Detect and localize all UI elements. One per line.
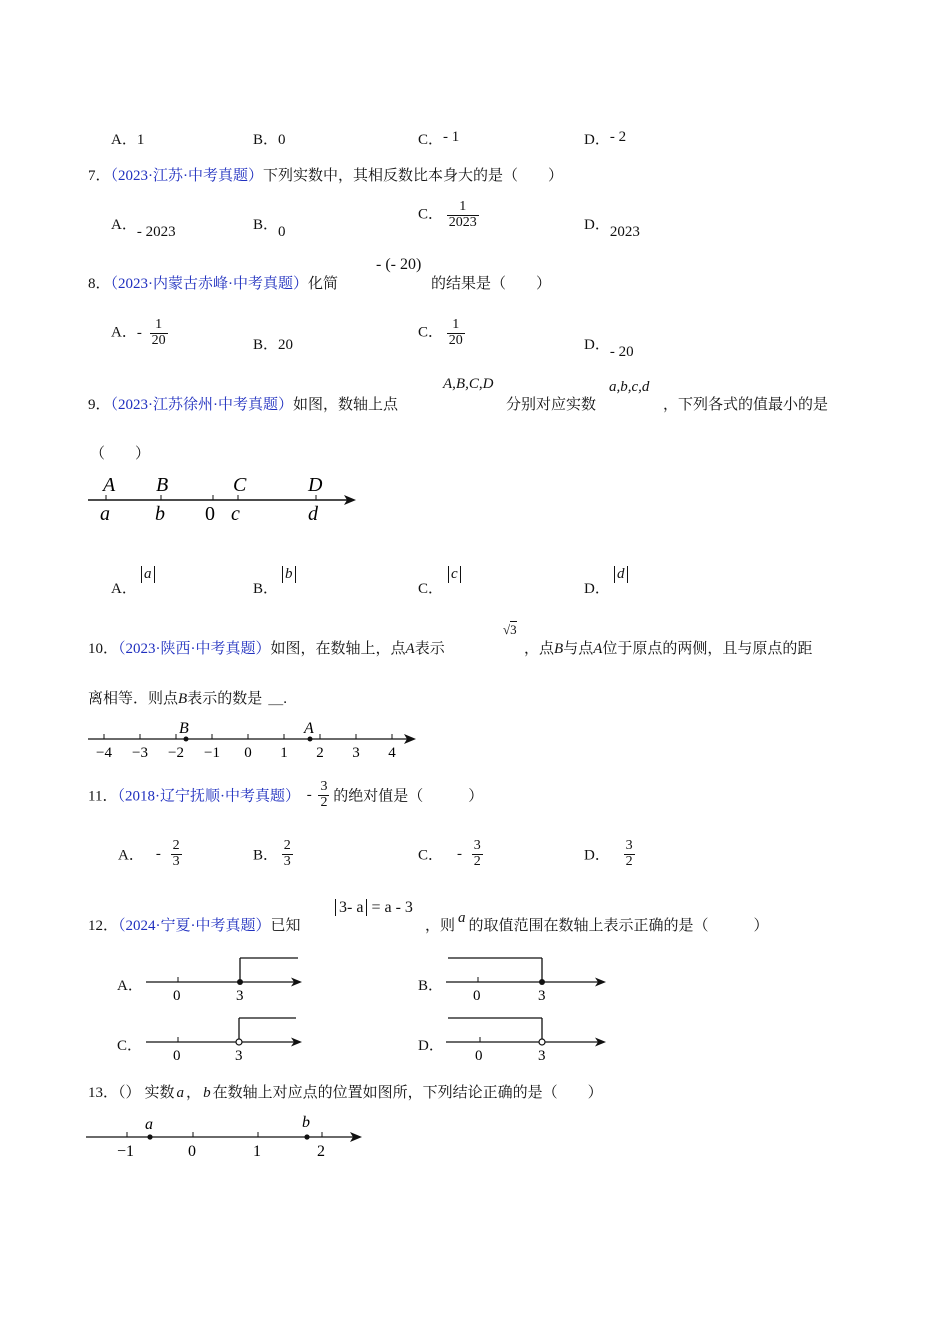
q11-source: （2018·辽宁抚顺·中考真题） [117, 788, 300, 805]
q12-text: 的取值范围在数轴上表示正确的是（ ） [468, 918, 769, 934]
q12-option-c-line [146, 1012, 306, 1064]
q13-var-a: a [176, 1085, 185, 1101]
q11-option-c [418, 839, 483, 869]
q7-d-value: 2023 [609, 224, 640, 240]
q7-option-a [111, 213, 176, 240]
q11-a-denominator: 3 [172, 853, 180, 869]
q9-option-c: C． [418, 581, 444, 597]
q10-tick-label: 2 [316, 745, 324, 761]
q11-d-denominator: 2 [625, 853, 633, 869]
q11-c-denominator: 2 [473, 853, 481, 869]
q10-t4: 与点 [563, 641, 594, 657]
q10-sqrt-sign: √ [503, 622, 511, 637]
q10-mark-b: B [179, 720, 189, 737]
q6-option-c [418, 128, 459, 149]
q8-option-c [418, 318, 465, 348]
q8-d-value: - 20 [609, 344, 634, 360]
q9-label-D: D [308, 474, 323, 496]
q12-a-label-0: 0 [173, 988, 181, 1004]
q7-c-fraction [447, 200, 479, 230]
q10-line2b: 表示的数是 [187, 691, 263, 707]
q13-t2: ， [186, 1085, 202, 1101]
q10-tick-label: −2 [168, 745, 184, 761]
q9-vars: a,b,c,d [609, 379, 650, 395]
q13-t1: 实数 [144, 1085, 175, 1101]
q9-option-c-abs: c [448, 566, 461, 583]
q8-a-sign: - [136, 324, 142, 341]
q9-option-b-abs: b [282, 566, 296, 583]
q10-stem-line1 [88, 637, 445, 658]
q10-tick-label: 0 [244, 745, 252, 761]
q11-numerator: 3 [320, 779, 328, 794]
q12-a-label-3: 3 [236, 988, 244, 1004]
q13-label-neg1: −1 [117, 1143, 135, 1160]
q13-point-b-dot [304, 1134, 309, 1139]
q10-t1: 如图，在数轴上，点 [270, 641, 406, 657]
q8-c-denominator: 20 [448, 332, 463, 348]
q11-c-fraction [472, 839, 483, 869]
q7-option-d [584, 213, 640, 240]
q11-b-label: B． [253, 847, 279, 864]
q10-blank: ＿. [268, 691, 287, 707]
q6-option-d-value: - 2 [609, 129, 627, 145]
q7-b-label: B． [253, 217, 279, 233]
q12-stem-tail [425, 910, 769, 935]
q7-c-numerator: 1 [459, 199, 467, 214]
q11-d-fraction [624, 839, 635, 869]
q7-text: 下列实数中，其相反数比本身大的是（ ） [263, 168, 564, 184]
q10-t5: 位于原点的两侧，且与原点的距 [602, 641, 813, 657]
q12-stem [88, 914, 301, 935]
q12-d-label-3: 3 [538, 1048, 546, 1064]
q12-d-label-0: 0 [475, 1048, 483, 1064]
q7-number: 7． [88, 168, 111, 184]
q12-var: a [458, 910, 466, 926]
q11-option-d [584, 839, 635, 869]
q6-option-d [584, 128, 626, 149]
q9-label-c: c [231, 503, 240, 525]
q7-option-c [418, 200, 479, 230]
q8-number: 8． [88, 276, 111, 292]
q7-source: （2023·江苏·中考真题） [110, 168, 264, 184]
q9-option-a: A． [111, 581, 137, 597]
q8-a-numerator: 1 [155, 317, 163, 332]
q13-t3: 在数轴上对应点的位置如图所，下列结论正确的是（ ） [212, 1085, 603, 1101]
q12-equation [335, 899, 413, 917]
q12-source: （2024·宁夏·中考真题） [118, 918, 271, 934]
q10-t3: ，点 [524, 641, 555, 657]
q12-abs-expr: 3- a [335, 899, 367, 916]
q11-b-denominator: 3 [283, 853, 291, 869]
q6-option-b: B．0 [253, 132, 286, 148]
q9-post: ，下列各式的值最小的是 [663, 397, 829, 413]
q8-text: 的结果是（ ） [431, 276, 552, 292]
q10-tick-label: −3 [132, 745, 148, 761]
q10-tick-label: 4 [388, 745, 396, 761]
q12-b-label-3: 3 [538, 988, 546, 1004]
q10-point-a-dot [308, 737, 313, 742]
q9-label-d: d [308, 503, 318, 525]
q6-option-c-label: C． [418, 132, 444, 148]
q12-option-a-line [146, 952, 306, 1004]
q9-paren: （ ） [90, 446, 151, 462]
q12-option-d-label: D． [418, 1038, 444, 1054]
q8-expression: - (- 20) [376, 256, 422, 273]
q10-tick-label: 1 [280, 745, 288, 761]
q11-a-sign: - [155, 845, 161, 862]
q9-label-C: C [233, 474, 247, 496]
q12-c-label-0: 0 [173, 1048, 181, 1064]
q10-point-b-dot [184, 737, 189, 742]
q12-option-a-label: A． [117, 978, 143, 994]
q11-a-label: A． [118, 847, 144, 864]
q12-mid: ，则 [425, 918, 456, 934]
q10-sqrt [503, 622, 517, 638]
q11-number: 11． [88, 788, 118, 805]
q13-label-0: 0 [188, 1143, 196, 1160]
q10-point-a: A [405, 641, 415, 657]
q8-a-label: A． [111, 324, 137, 341]
q7-a-label: A． [111, 217, 137, 233]
q11-c-sign: - [457, 845, 463, 862]
q8-c-fraction [447, 318, 465, 348]
q12-option-d-line [446, 1012, 610, 1064]
q13-point-a-dot [147, 1134, 152, 1139]
q13-mark-b: b [302, 1114, 310, 1131]
q12-a-solid-dot [237, 979, 243, 985]
q11-b-numerator: 2 [283, 838, 291, 853]
q11-option-a [118, 839, 182, 869]
q11-option-b [253, 839, 293, 869]
q8-stem [88, 272, 338, 293]
q12-d-hollow-dot [539, 1039, 545, 1045]
q11-a-numerator: 2 [172, 838, 180, 853]
q8-option-d [584, 333, 634, 360]
q9-label-A: A [103, 474, 116, 496]
q13-paren: （） [118, 1085, 141, 1101]
q12-b-label-0: 0 [473, 988, 481, 1004]
q6-option-c-value: - 1 [443, 129, 460, 145]
q7-b-value: 0 [278, 224, 286, 240]
q13-number-line [86, 1112, 368, 1162]
q7-stem [88, 164, 563, 185]
q10-number: 10． [88, 641, 119, 657]
q11-c-label: C． [418, 847, 444, 864]
q11-sign: - [306, 786, 312, 803]
q8-pre: 化简 [308, 276, 339, 292]
q12-b-solid-dot [539, 979, 545, 985]
q9-option-b: B． [253, 581, 279, 597]
q12-pre: 已知 [270, 918, 301, 934]
q12-option-c-label: C． [117, 1038, 143, 1054]
q13-mark-a: a [145, 1116, 153, 1133]
q11-d-label: D． [584, 847, 610, 864]
q9-mid: 分别对应实数 [506, 397, 597, 413]
q10-number-line [86, 716, 422, 762]
q10-sqrt-radicand: 3 [510, 622, 517, 637]
q11-fraction [318, 780, 329, 810]
q11-text: 的绝对值是（ ） [333, 788, 484, 805]
q9-number: 9． [88, 397, 111, 413]
q8-d-label: D． [584, 337, 610, 353]
q9-label-B: B [156, 474, 169, 496]
q11-a-fraction [171, 839, 182, 869]
q11-b-fraction [282, 839, 293, 869]
q11-c-numerator: 3 [473, 838, 481, 853]
q9-label-0: 0 [205, 503, 215, 525]
q9-label-b: b [155, 503, 165, 525]
q6-option-a: A．1 [111, 132, 145, 148]
q13-label-1: 1 [253, 1143, 261, 1160]
q8-option-a [111, 318, 168, 348]
q7-c-label: C． [418, 206, 444, 223]
q10-stem-line1b [524, 637, 812, 658]
q10-point-b: B [554, 641, 564, 657]
q10-point-b2: B [178, 691, 188, 707]
q13-var-b: b [203, 1085, 211, 1101]
q10-tick-label: 3 [352, 745, 360, 761]
q13-stem [88, 1081, 603, 1102]
q12-option-b-label: B． [418, 978, 444, 994]
q10-t2: 表示 [414, 641, 445, 657]
q10-stem-line2 [88, 687, 287, 708]
q8-c-label: C． [418, 324, 444, 341]
q8-option-b: B．20 [253, 337, 294, 353]
q9-option-d-abs: d [614, 566, 628, 583]
q9-stem [88, 393, 398, 414]
q9-label-a: a [100, 503, 110, 525]
q8-c-numerator: 1 [452, 317, 460, 332]
q10-source: （2023·陕西·中考真题） [118, 641, 271, 657]
q8-a-denominator: 20 [151, 332, 166, 348]
q9-number-line [86, 470, 361, 528]
q10-tick-label: −1 [204, 745, 220, 761]
q12-eq-rhs: = a - 3 [371, 899, 413, 916]
q12-c-hollow-dot [236, 1039, 242, 1045]
q12-c-label-3: 3 [235, 1048, 243, 1064]
q6-option-d-label: D． [584, 132, 610, 148]
q11-stem [88, 780, 483, 810]
q9-source: （2023·江苏徐州·中考真题） [110, 397, 294, 413]
q8-a-fraction [150, 318, 168, 348]
q7-d-label: D． [584, 217, 610, 233]
q10-point-a2: A [593, 641, 603, 657]
q12-option-b-line [446, 952, 610, 1004]
q12-number: 12． [88, 918, 119, 934]
q11-denominator: 2 [320, 794, 328, 810]
q11-d-numerator: 3 [625, 838, 633, 853]
q9-pre: 如图，数轴上点 [293, 397, 399, 413]
q8-source: （2023·内蒙古赤峰·中考真题） [110, 276, 309, 292]
q9-points: A,B,C,D [443, 376, 494, 392]
q13-label-2: 2 [317, 1143, 325, 1160]
q9-option-d: D． [584, 581, 610, 597]
q7-option-b [253, 213, 286, 240]
q10-mark-a: A [304, 720, 314, 737]
q9-option-a-abs: a [141, 566, 155, 583]
q13-number: 13． [88, 1085, 119, 1101]
q7-a-value: - 2023 [136, 224, 176, 240]
q10-tick-label: −4 [96, 745, 112, 761]
q7-c-denominator: 2023 [448, 214, 477, 230]
q10-line2a: 离相等．则点 [88, 691, 179, 707]
